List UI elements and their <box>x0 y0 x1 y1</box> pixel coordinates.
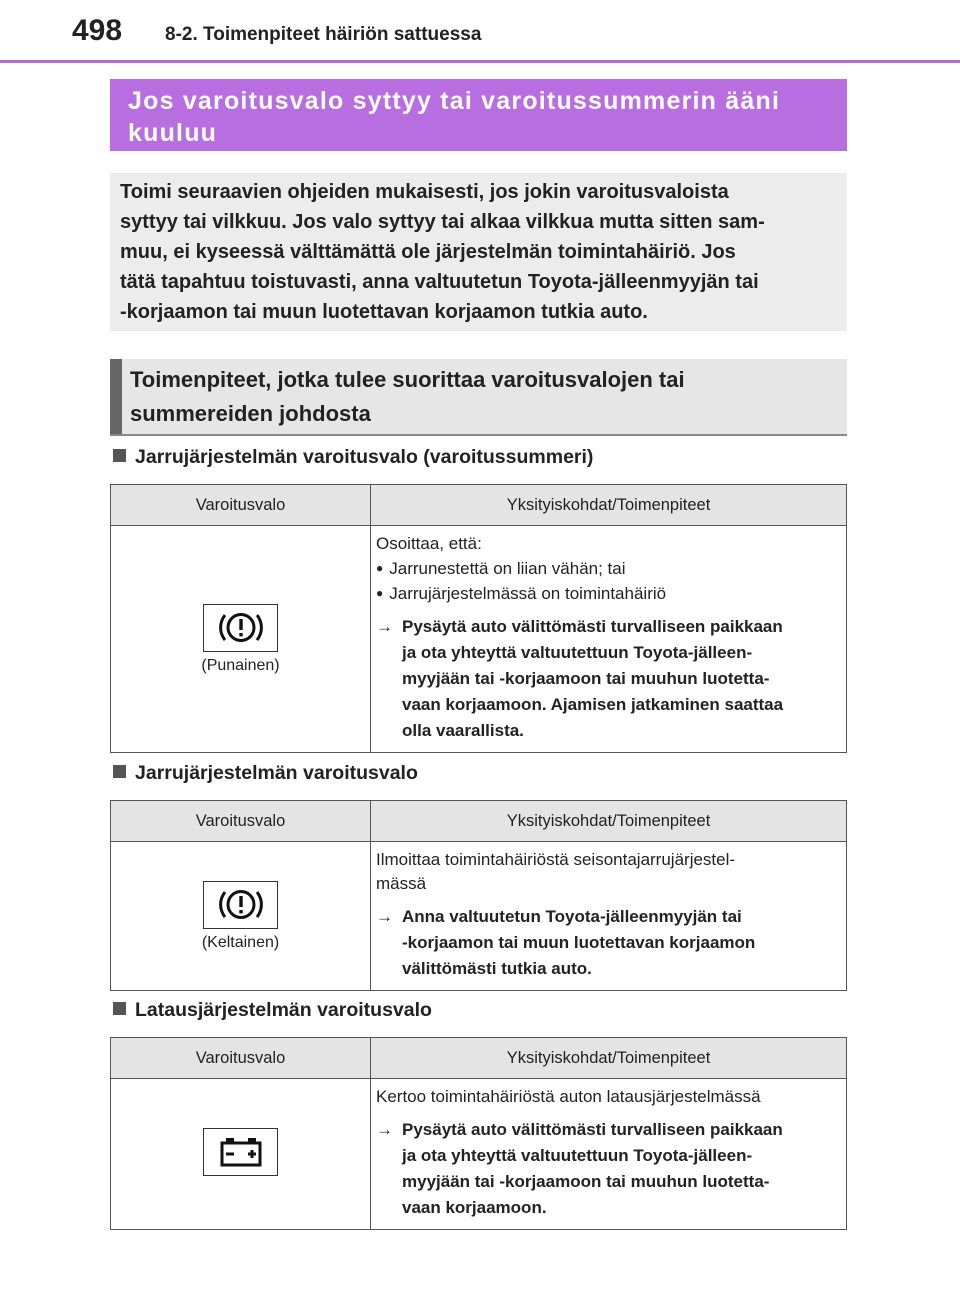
table-header-cell: Varoitusvalo <box>111 1038 371 1079</box>
table-header-row <box>111 1038 847 1079</box>
intro-box <box>110 173 847 331</box>
table-header-cell: Yksityiskohdat/Toimenpiteet <box>371 485 847 526</box>
description-text: Osoittaa, että: <box>376 534 482 553</box>
intro-line: -korjaamon tai muun luotettavan korjaamon tutkia auto. <box>120 301 648 323</box>
battery-icon <box>203 1128 278 1176</box>
description-text: Ilmoittaa toimintahäiriöstä seisontajarrujärjestel- <box>376 850 736 869</box>
table-header-row <box>111 485 847 526</box>
table-header-cell: Varoitusvalo <box>111 485 371 526</box>
page-number: 498 <box>72 14 123 47</box>
subheading-line: Toimenpiteet, jotka tulee suorittaa varoitusvalojen tai <box>130 367 685 392</box>
warning-light-cell <box>111 1079 371 1230</box>
intro-line: syttyy tai vilkkuu. Jos valo syttyy tai alkaa vilkkua mutta sitten sam- <box>120 211 765 233</box>
intro-line: muu, ei kyseessä välttämättä ole järjestelmän toimintahäiriö. Jos <box>120 241 736 263</box>
lamp-color-label: (Keltainen) <box>201 933 280 951</box>
block-title: Jarrujärjestelmän varoitusvalo (varoitussummeri) <box>113 446 593 469</box>
bullet-item: ● Jarrujärjestelmässä on toimintahäiriö <box>376 581 838 606</box>
bullet-item: ● Jarrunestettä on liian vähän; tai <box>376 556 838 581</box>
table-row <box>111 842 847 991</box>
block-title: Jarrujärjestelmän varoitusvalo <box>113 762 418 785</box>
warning-table <box>110 1037 847 1230</box>
warning-table <box>110 800 847 991</box>
action-instruction: → Pysäytä auto välittömästi turvalliseen paikkaan ja ota yhteyttä valtuutettuun Toyota-jälleen- myyjään tai -korjaamoon tai muuhun luotetta- vaan korjaamoon. Ajamisen jatkaminen saattaa olla vaarallista. <box>376 614 838 744</box>
subheading <box>110 359 847 435</box>
subheading-line: summereiden johdosta <box>130 401 371 426</box>
warning-light-cell <box>111 842 371 991</box>
arrow-icon: → <box>376 907 393 926</box>
table-header-cell: Yksityiskohdat/Toimenpiteet <box>371 1038 847 1079</box>
intro-line: Toimi seuraavien ohjeiden mukaisesti, jos jokin varoitusvaloista <box>120 181 729 203</box>
page-header <box>0 0 960 62</box>
lamp-color-label: (Punainen) <box>201 656 280 674</box>
action-instruction: → Anna valtuutetun Toyota-jälleenmyyjän tai -korjaamon tai muun luotettavan korjaamon välittömästi tutkia auto. <box>376 904 838 982</box>
brake-warning-icon <box>203 881 278 929</box>
description-text: mässä <box>376 874 427 893</box>
header-divider <box>0 60 960 63</box>
action-instruction: → Pysäytä auto välittömästi turvalliseen paikkaan ja ota yhteyttä valtuutettuun Toyota-jälleen- myyjään tai -korjaamoon tai muuhun luotetta- vaan korjaamoon. <box>376 1117 838 1221</box>
section-banner: Jos varoitusvalo syttyy tai varoitussummerin ääni kuuluu <box>110 79 847 151</box>
table-header-cell: Varoitusvalo <box>111 801 371 842</box>
arrow-icon: → <box>376 1120 393 1139</box>
table-header-cell: Yksityiskohdat/Toimenpiteet <box>371 801 847 842</box>
subheading-divider <box>110 434 847 436</box>
arrow-icon: → <box>376 617 393 636</box>
details-cell <box>371 1079 847 1230</box>
table-row <box>111 1079 847 1230</box>
details-cell <box>371 526 847 753</box>
brake-warning-icon <box>203 604 278 652</box>
details-cell <box>371 842 847 991</box>
square-bullet-icon <box>113 765 126 778</box>
square-bullet-icon <box>113 449 126 462</box>
table-header-row <box>111 801 847 842</box>
section-title: 8-2. Toimenpiteet häiriön sattuessa <box>165 24 482 45</box>
warning-table <box>110 484 847 753</box>
description-text: Kertoo toimintahäiriöstä auton latausjärjestelmässä <box>376 1087 761 1106</box>
warning-light-cell <box>111 526 371 753</box>
intro-line: tätä tapahtuu toistuvasti, anna valtuutetun Toyota-jälleenmyyjän tai <box>120 271 759 293</box>
square-bullet-icon <box>113 1002 126 1015</box>
table-row <box>111 526 847 753</box>
block-title: Latausjärjestelmän varoitusvalo <box>113 999 432 1022</box>
